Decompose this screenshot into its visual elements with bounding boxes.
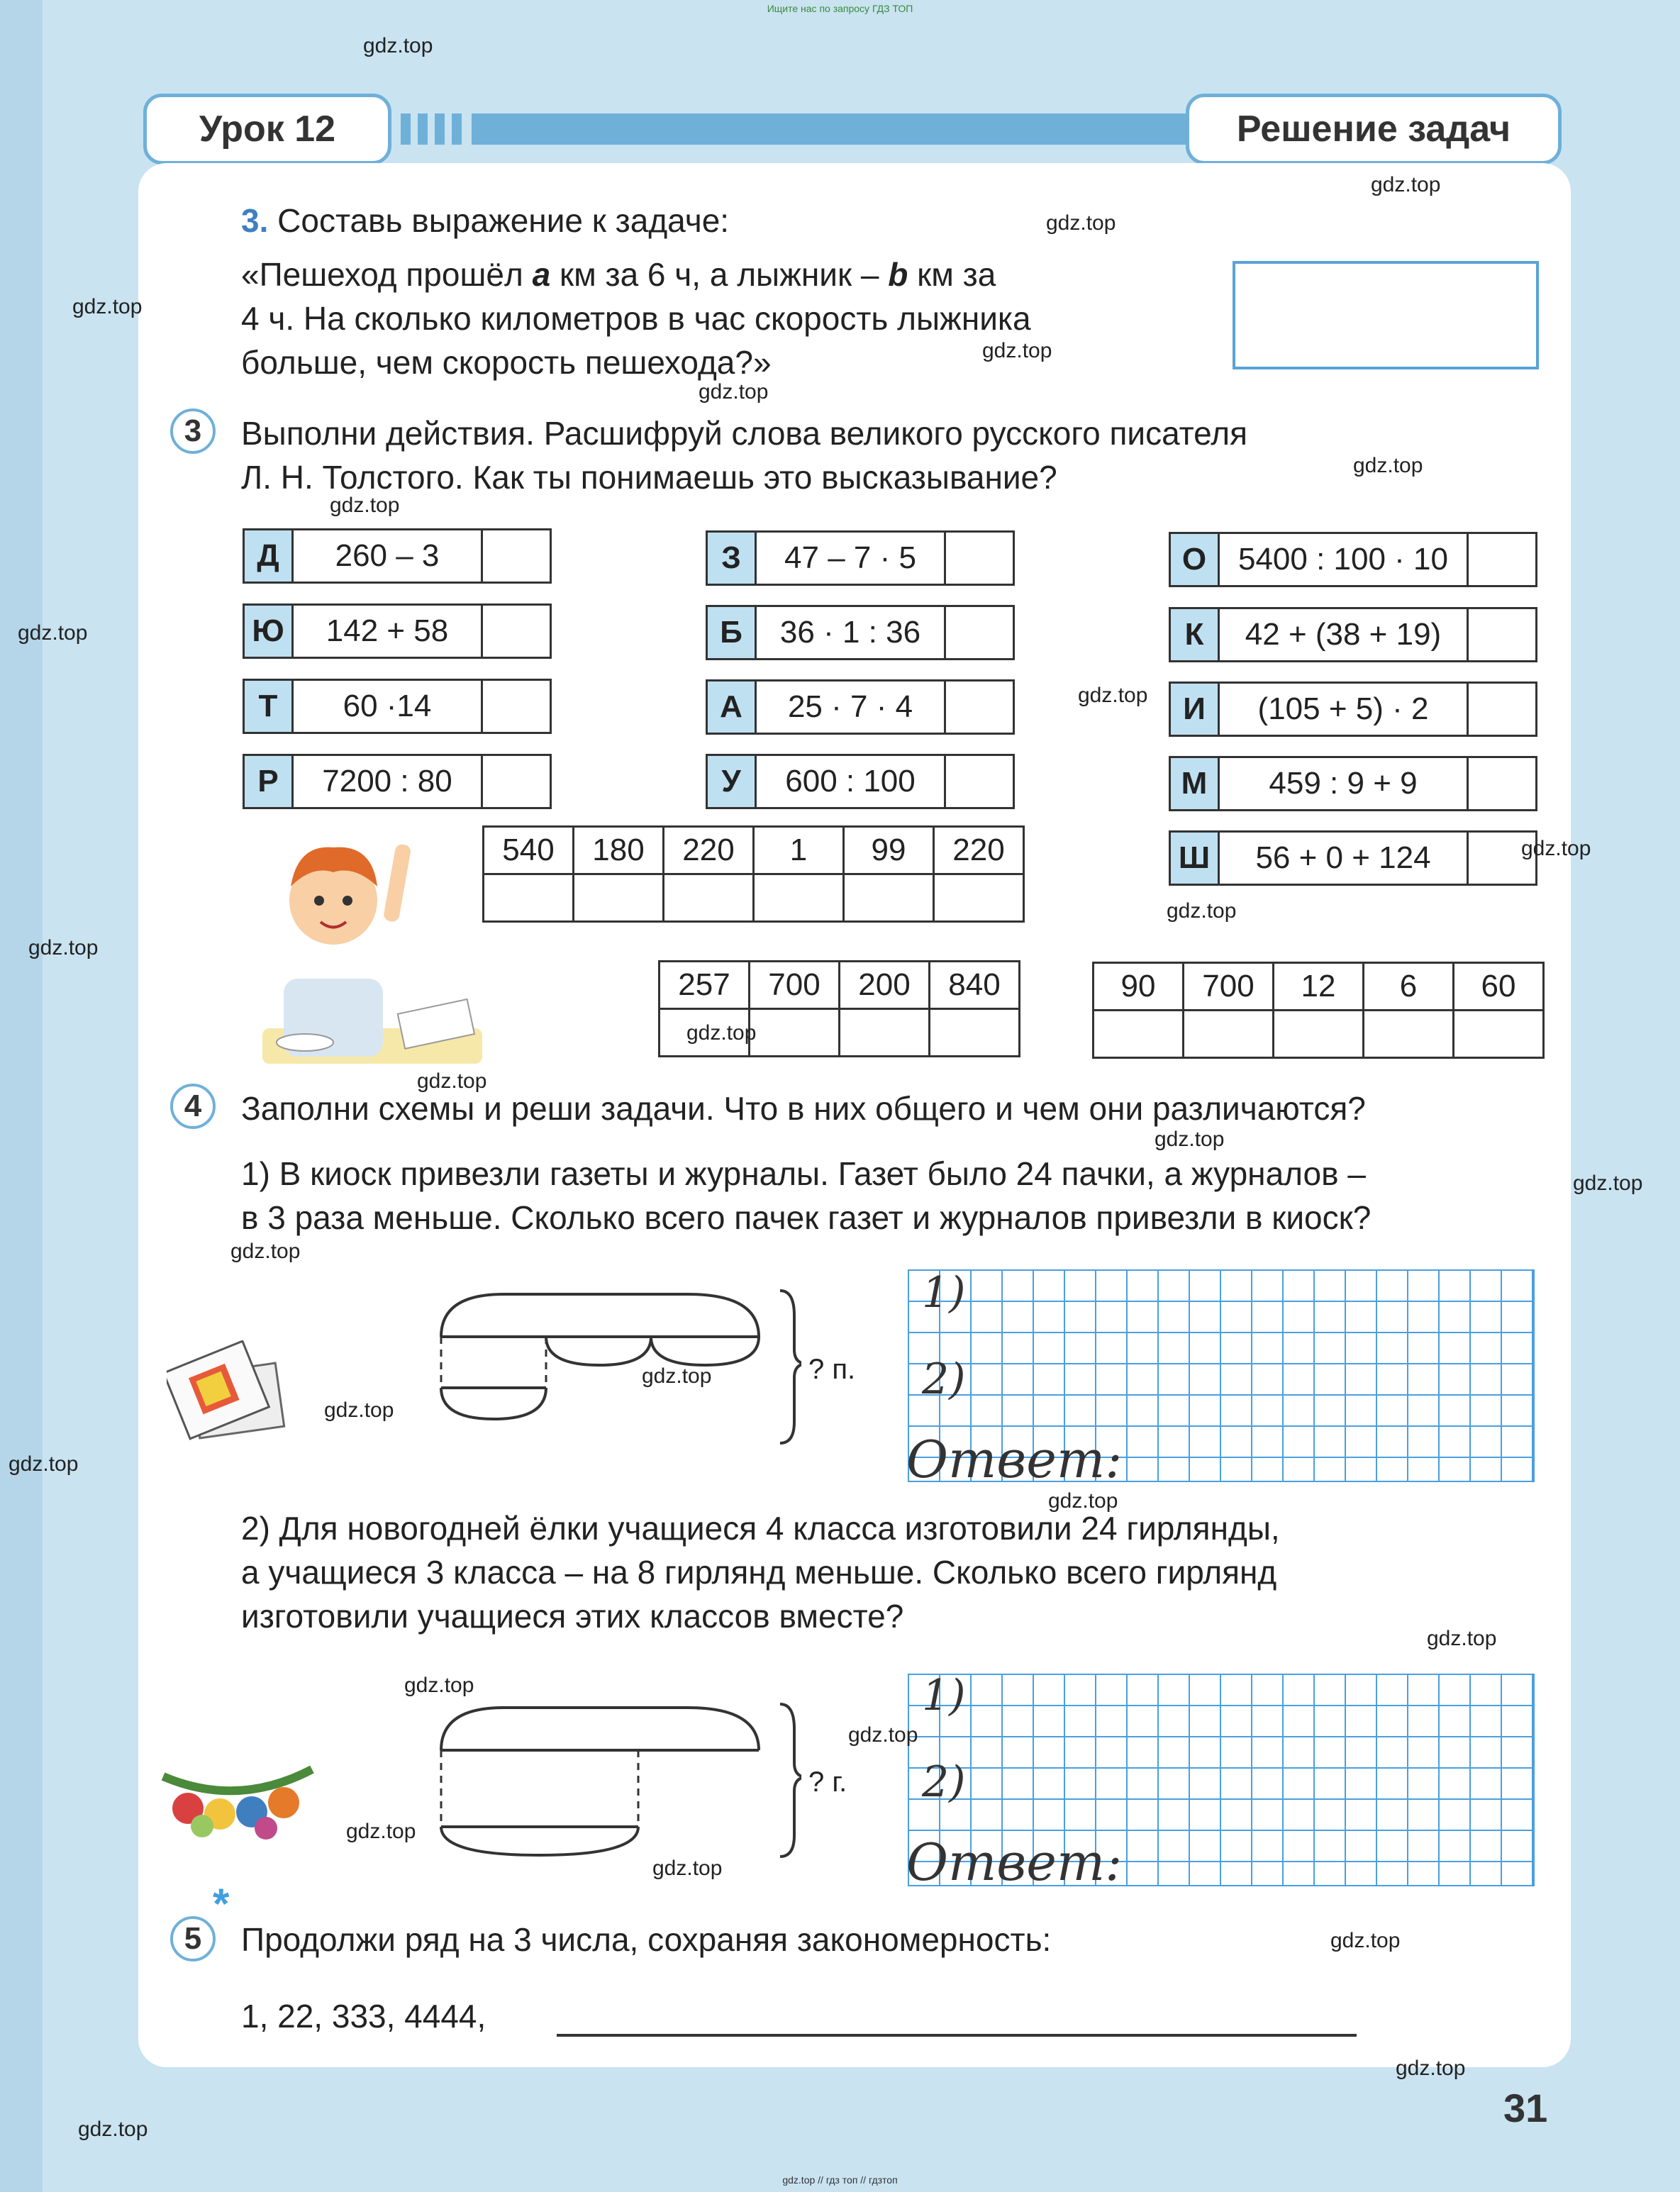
- task4-number: 4: [170, 1084, 216, 1129]
- watermark: gdz.top: [699, 380, 769, 404]
- watermark: gdz.top: [1078, 684, 1148, 707]
- task3a-line3: больше, чем скорость пешехода?»: [241, 344, 772, 381]
- header-bar: [472, 113, 1198, 145]
- cipher-answer[interactable]: [946, 681, 1013, 733]
- grid2-step1: 1): [922, 1671, 966, 1720]
- cipher-expression: 25 · 7 · 4: [757, 681, 946, 733]
- topic-label: Решение задач: [1186, 94, 1562, 165]
- cipher-letter: У: [708, 756, 757, 807]
- task3a-line2: 4 ч. На сколько километров в час скорость лыжника: [241, 300, 1031, 337]
- table-cell: 1: [754, 827, 844, 874]
- difficulty-star: *: [213, 1880, 230, 1927]
- table-answer-cell[interactable]: [1184, 1011, 1274, 1058]
- cipher-answer[interactable]: [946, 533, 1013, 584]
- watermark: gdz.top: [1046, 211, 1116, 235]
- cipher-cell: [706, 754, 1015, 809]
- watermark: gdz.top: [28, 936, 99, 959]
- cipher-expression: 7200 : 80: [294, 756, 483, 807]
- garland-illustration: [160, 1759, 316, 1844]
- table-cell: 6: [1364, 963, 1454, 1011]
- task3a-line1-b: км за 6 ч, а лыжник –: [550, 256, 889, 293]
- cipher-expression: 36 · 1 : 36: [757, 607, 946, 658]
- table-answer-cell[interactable]: [484, 874, 574, 922]
- cipher-letter: Д: [245, 530, 294, 582]
- watermark: gdz.top: [417, 1069, 487, 1093]
- cipher-expression: 47 – 7 · 5: [757, 533, 946, 584]
- table-cell: 12: [1274, 963, 1364, 1011]
- table-answer-cell[interactable]: [754, 874, 844, 922]
- watermark: gdz.top: [404, 1674, 474, 1697]
- watermark: gdz.top: [1573, 1172, 1643, 1195]
- table-answer-cell[interactable]: [1364, 1011, 1454, 1058]
- table-cell: 540: [484, 827, 574, 874]
- watermark: gdz.top: [230, 1240, 301, 1263]
- table-cell: 220: [934, 827, 1024, 874]
- scheme-1: [433, 1287, 801, 1450]
- cipher-expression: 56 + 0 + 124: [1220, 833, 1469, 884]
- table-answer-cell[interactable]: [574, 874, 664, 922]
- watermark: gdz.top: [1427, 1627, 1497, 1650]
- watermark: gdz.top: [330, 494, 400, 517]
- watermark: gdz.top: [1048, 1489, 1118, 1513]
- cipher-answer[interactable]: [483, 530, 550, 582]
- task3a-line1: [241, 252, 996, 296]
- cipher-letter: А: [708, 681, 757, 733]
- cipher-expression: 459 : 9 + 9: [1220, 758, 1469, 809]
- grid2-step2: 2): [922, 1757, 966, 1807]
- task4-p2-line2: а учащиеся 3 класса – на 8 гирлянд меньше. Сколько всего гирлянд: [241, 1554, 1277, 1591]
- table-cell: 220: [664, 827, 754, 874]
- watermark: gdz.top: [642, 1364, 712, 1388]
- cipher-cell: [1169, 830, 1537, 886]
- cipher-letter: Т: [245, 681, 294, 732]
- page-number: 31: [1503, 2086, 1548, 2130]
- cipher-cell: [706, 605, 1015, 660]
- cipher-answer[interactable]: [1469, 758, 1535, 809]
- cipher-letter: Р: [245, 756, 294, 807]
- cipher-cell: [1169, 756, 1537, 811]
- cipher-expression: 5400 : 100 · 10: [1220, 534, 1469, 585]
- watermark: gdz.top: [1330, 1929, 1401, 1952]
- scheme-2-question: ? г.: [808, 1767, 847, 1798]
- task3a-line1-a: «Пешеход прошёл: [241, 256, 533, 293]
- cipher-answer[interactable]: [483, 606, 550, 657]
- task4-title: Заполни схемы и реши задачи. Что в них общего и чем они различаются?: [241, 1090, 1366, 1127]
- task3a-line1-c: км за: [908, 256, 996, 293]
- scheme-2: [433, 1701, 801, 1864]
- table-answer-cell[interactable]: [1274, 1011, 1364, 1058]
- watermark: gdz.top: [982, 339, 1052, 362]
- cipher-cell: [243, 528, 552, 584]
- cipher-answer[interactable]: [1469, 684, 1535, 735]
- cipher-cell: [243, 679, 552, 734]
- watermark: gdz.top: [1167, 899, 1237, 923]
- top-banner: Ищите нас по запросу ГДЗ ТОП: [767, 3, 913, 14]
- watermark: gdz.top: [1155, 1128, 1225, 1151]
- table-answer-cell[interactable]: [844, 874, 934, 922]
- cipher-expression: (105 + 5) · 2: [1220, 684, 1469, 735]
- watermark: gdz.top: [346, 1820, 416, 1843]
- task3a-title: Составь выражение к задаче:: [277, 202, 730, 239]
- var-a: a: [532, 256, 551, 293]
- table-answer-cell[interactable]: [1454, 1011, 1544, 1058]
- watermark: gdz.top: [1353, 454, 1423, 477]
- cipher-answer[interactable]: [483, 756, 550, 807]
- cipher-expression: 600 : 100: [757, 756, 946, 807]
- task5-title: Продолжи ряд на 3 числа, сохраняя закономерность:: [241, 1921, 1052, 1958]
- task4-p1-line1: 1) В киоск привезли газеты и журналы. Газет было 24 пачки, а журналов –: [241, 1155, 1366, 1192]
- table-answer-cell[interactable]: [930, 1009, 1020, 1057]
- cipher-letter: М: [1171, 758, 1220, 809]
- cipher-expression: 42 + (38 + 19): [1220, 609, 1469, 660]
- watermark: gdz.top: [1521, 837, 1591, 860]
- task3-line2: Л. Н. Толстого. Как ты понимаешь это высказывание?: [241, 459, 1057, 496]
- var-b: b: [888, 256, 908, 293]
- table-cell: 257: [660, 962, 750, 1009]
- task3-line1: Выполни действия. Расшифруй слова великого русского писателя: [241, 415, 1247, 452]
- table-cell: 90: [1094, 963, 1184, 1011]
- table-cell: 700: [750, 962, 840, 1009]
- task3a-number: 3.: [241, 202, 269, 239]
- task3a-heading: [241, 199, 729, 243]
- boy-illustration: [255, 816, 489, 1071]
- cipher-cell: [706, 530, 1015, 586]
- table-answer-cell[interactable]: [750, 1009, 840, 1057]
- task5-sequence: 1, 22, 333, 4444,: [241, 1998, 486, 2035]
- cipher-letter: К: [1171, 609, 1220, 660]
- watermark: gdz.top: [324, 1398, 394, 1422]
- scheme-1-question: ? п.: [808, 1354, 856, 1385]
- watermark: gdz.top: [1396, 2057, 1466, 2080]
- cipher-letter: О: [1171, 534, 1220, 585]
- task5-number: 5: [170, 1916, 216, 1962]
- table-cell: 200: [840, 962, 930, 1009]
- cipher-letter: Ю: [245, 606, 294, 657]
- cipher-cell: [706, 679, 1015, 735]
- cipher-letter: Ш: [1171, 833, 1220, 884]
- grid2-answer-word: Ответ:: [906, 1832, 1123, 1892]
- cipher-cell: [243, 603, 552, 659]
- watermark: gdz.top: [1371, 173, 1441, 196]
- watermark: gdz.top: [78, 2118, 148, 2141]
- grid1-step1: 1): [922, 1268, 966, 1318]
- task4-p2-line1: 2) Для новогодней ёлки учащиеся 4 класса изготовили 24 гирлянды,: [241, 1510, 1280, 1547]
- watermark: gdz.top: [72, 295, 143, 318]
- table-answer-cell[interactable]: [934, 874, 1024, 922]
- page-spine: [0, 0, 43, 2192]
- cipher-letter: Б: [708, 607, 757, 658]
- cipher-table-1: [482, 825, 1025, 923]
- table-cell: 840: [930, 962, 1020, 1009]
- cipher-answer[interactable]: [1469, 534, 1535, 585]
- watermark: gdz.top: [848, 1723, 918, 1747]
- table-cell: 60: [1454, 963, 1544, 1011]
- cipher-table-3: [1092, 962, 1545, 1059]
- task4-p1-line2: в 3 раза меньше. Сколько всего пачек газет и журналов привезли в киоск?: [241, 1199, 1372, 1236]
- expression-answer-box[interactable]: [1233, 261, 1539, 369]
- cipher-expression: 142 + 58: [294, 606, 483, 657]
- table-answer-cell[interactable]: [840, 1009, 930, 1057]
- watermark: gdz.top: [9, 1452, 79, 1476]
- watermark: gdz.top: [652, 1857, 723, 1880]
- cipher-cell: [243, 754, 552, 809]
- cipher-answer[interactable]: [1469, 609, 1535, 660]
- watermark: gdz.top: [686, 1021, 757, 1045]
- lesson-label: Урок 12: [143, 94, 391, 165]
- task3-number: 3: [170, 408, 216, 454]
- cipher-answer[interactable]: [483, 681, 550, 732]
- grid1-answer-word: Ответ:: [906, 1430, 1123, 1489]
- cipher-answer[interactable]: [946, 607, 1013, 658]
- table-cell: 99: [844, 827, 934, 874]
- cipher-expression: 60 ·14: [294, 681, 483, 732]
- cipher-letter: З: [708, 533, 757, 584]
- table-cell: 180: [574, 827, 664, 874]
- watermark: gdz.top: [18, 621, 88, 645]
- bottom-banner: gdz.top // гдз топ // гдзтоп: [782, 2174, 898, 2186]
- watermark: gdz.top: [363, 34, 433, 57]
- table-answer-cell[interactable]: [1094, 1011, 1184, 1058]
- table-answer-cell[interactable]: [664, 874, 754, 922]
- cipher-cell: [1169, 607, 1537, 662]
- cipher-cell: [1169, 681, 1537, 737]
- cipher-cell: [1169, 532, 1537, 587]
- cipher-answer[interactable]: [946, 756, 1013, 807]
- table-cell: 700: [1184, 963, 1274, 1011]
- cipher-expression: 260 – 3: [294, 530, 483, 582]
- cipher-letter: И: [1171, 684, 1220, 735]
- newspapers-illustration: [167, 1340, 294, 1447]
- grid1-step2: 2): [922, 1354, 966, 1404]
- sequence-answer-line[interactable]: [557, 2034, 1357, 2037]
- task4-p2-line3: изготовили учащиеся этих классов вместе?: [241, 1598, 904, 1635]
